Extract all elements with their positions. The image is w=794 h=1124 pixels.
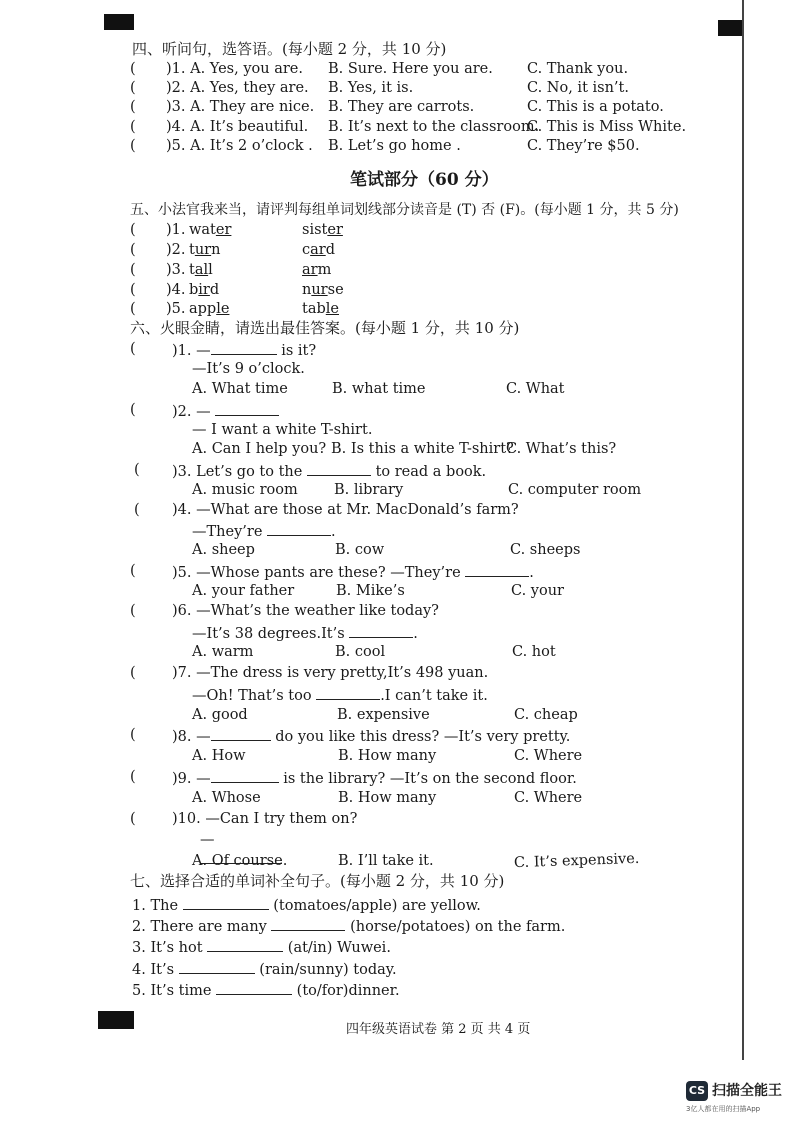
- section-4-title: 四、听问句，选答语。(每小题 2 分，共 10 分): [132, 40, 447, 58]
- paren: (: [130, 119, 136, 135]
- s6-q9-c: C. Where: [514, 790, 583, 806]
- answer-blank[interactable]: [211, 340, 277, 355]
- scanner-logo-icon: CS: [686, 1081, 708, 1101]
- s6-q6-a: A. warm: [192, 644, 254, 660]
- s6-q3-stem: )3. Let’s go to the to read a book.: [172, 461, 486, 481]
- section-7-title: 七、选择合适的单词补全句子。(每小题 2 分，共 10 分): [130, 872, 505, 890]
- s4-q5-b: B. Let’s go home .: [328, 138, 461, 154]
- s6-q7-c: C. cheap: [514, 707, 578, 723]
- answer-blank[interactable]: [183, 895, 269, 910]
- s4-q1-c: C. Thank you.: [527, 61, 629, 77]
- s4-q1-a: )1. A. Yes, you are.: [166, 61, 303, 77]
- s5-q3-word2: arm: [302, 262, 332, 278]
- scanner-tagline: 3亿人都在用的扫描App: [686, 1105, 761, 1113]
- s5-q5-word2: table: [302, 301, 339, 317]
- answer-blank[interactable]: [215, 401, 279, 416]
- s6-q3-c: C. computer room: [508, 482, 642, 498]
- s5-q1-num: )1.: [166, 222, 186, 238]
- redaction-block-top-right: [718, 20, 742, 36]
- s5-q3-word1: tall: [189, 262, 213, 278]
- s5-q3-num: )3.: [166, 262, 186, 278]
- s4-q2-a: )2. A. Yes, they are.: [166, 80, 309, 96]
- s6-q4-b: B. cow: [335, 542, 385, 558]
- s6-q6-c: C. hot: [512, 644, 556, 660]
- s5-q4-num: )4.: [166, 282, 186, 298]
- s6-q8-b: B. How many: [338, 748, 437, 764]
- paren: (: [130, 727, 136, 743]
- paren: (: [130, 282, 136, 298]
- scan-edge-line: [742, 0, 744, 1060]
- s4-q2-b: B. Yes, it is.: [328, 80, 414, 96]
- paren: (: [134, 462, 140, 478]
- s6-q5-stem: )5. —Whose pants are these? —They’re .: [172, 562, 534, 582]
- answer-blank[interactable]: [349, 623, 413, 638]
- s6-q2-b: B. Is this a white T-shirt?: [331, 441, 514, 457]
- page-footer: 四年级英语试卷 第 2 页 共 4 页: [346, 1022, 531, 1037]
- answer-blank[interactable]: [179, 959, 255, 974]
- answer-blank[interactable]: [267, 521, 331, 536]
- s6-q5-a: A. your father: [192, 583, 295, 599]
- s4-q5-a: )5. A. It’s 2 o’clock .: [166, 138, 313, 154]
- s6-q2-reply: — I want a white T-shirt.: [192, 422, 373, 438]
- paren: (: [130, 603, 136, 619]
- scanner-brand-name: 扫描全能王: [712, 1083, 782, 1099]
- s6-q1-c: C. What: [506, 381, 565, 397]
- s6-q3-b: B. library: [334, 482, 404, 498]
- paren: (: [130, 301, 136, 317]
- s7-q4: 4. It’s (rain/sunny) today.: [132, 959, 397, 979]
- redaction-block-bottom-left: [98, 1011, 134, 1029]
- s6-q4-a: A. sheep: [192, 542, 255, 558]
- s4-q3-a: )3. A. They are nice.: [166, 99, 315, 115]
- s7-q3: 3. It’s hot (at/in) Wuwei.: [132, 937, 391, 957]
- s6-q6-reply: —It’s 38 degrees.It’s .: [192, 623, 418, 643]
- section-5-title: 五、小法官我来当，请评判每组单词划线部分读音是 (T) 否 (F)。(每小题 1 分，共 5 分): [130, 202, 679, 218]
- s6-q1-b: B. what time: [332, 381, 426, 397]
- s5-q5-num: )5.: [166, 301, 186, 317]
- s6-q8-stem: )8. — do you like this dress? —It’s very pretty.: [172, 726, 570, 746]
- s5-q1-word2: sister: [302, 222, 343, 238]
- s6-q10-a: A. Of course.: [192, 853, 288, 869]
- s5-q1-word1: water: [189, 222, 232, 238]
- s6-q9-a: A. Whose: [192, 790, 261, 806]
- s6-q3-a: A. music room: [192, 482, 298, 498]
- s6-q4-reply: —They’re .: [192, 521, 336, 541]
- paren: (: [134, 502, 140, 518]
- s6-q10-reply: —: [200, 831, 282, 869]
- s6-q7-b: B. expensive: [337, 707, 430, 723]
- answer-blank[interactable]: [307, 461, 371, 476]
- s6-q10-stem: )10. —Can I try them on?: [172, 811, 358, 827]
- s4-q3-b: B. They are carrots.: [328, 99, 475, 115]
- answer-blank[interactable]: [465, 562, 529, 577]
- s6-q5-c: C. your: [511, 583, 564, 599]
- s6-q8-c: C. Where: [514, 748, 583, 764]
- section-6-title: 六、火眼金睛，请选出最佳答案。(每小题 1 分，共 10 分): [130, 319, 520, 337]
- paren: (: [130, 138, 136, 154]
- s6-q5-b: B. Mike’s: [336, 583, 405, 599]
- s6-q2-stem: )2. —: [172, 401, 279, 421]
- answer-blank[interactable]: [211, 768, 279, 783]
- s6-q4-c: C. sheeps: [510, 542, 581, 558]
- s6-q9-b: B. How many: [338, 790, 437, 806]
- s5-q4-word1: bird: [189, 282, 220, 298]
- answer-blank[interactable]: [211, 726, 271, 741]
- s6-q9-stem: )9. — is the library? —It’s on the second floor.: [172, 768, 577, 788]
- written-part-title: 笔试部分（60 分）: [350, 170, 499, 190]
- s5-q5-word1: apple: [189, 301, 230, 317]
- s6-q7-a: A. good: [192, 707, 248, 723]
- s4-q4-c: C. This is Miss White.: [527, 119, 687, 135]
- paren: (: [130, 402, 136, 418]
- s6-q1-reply: —It’s 9 o’clock.: [192, 361, 305, 377]
- s4-q3-c: C. This is a potato.: [527, 99, 664, 115]
- s5-q2-word1: turn: [189, 242, 221, 258]
- s5-q2-num: )2.: [166, 242, 186, 258]
- paren: (: [130, 242, 136, 258]
- s6-q10-b: B. I’ll take it.: [338, 853, 434, 869]
- answer-blank[interactable]: [271, 916, 345, 931]
- paren: (: [130, 99, 136, 115]
- paren: (: [130, 61, 136, 77]
- s4-q1-b: B. Sure. Here you are.: [328, 61, 493, 77]
- s7-q5: 5. It’s time (to/for)dinner.: [132, 980, 400, 1000]
- answer-blank[interactable]: [316, 685, 380, 700]
- redaction-block-top-left: [104, 14, 134, 30]
- s6-q1-a: A. What time: [192, 381, 288, 397]
- s5-q4-word2: nurse: [302, 282, 344, 298]
- s6-q2-a: A. Can I help you?: [192, 441, 327, 457]
- paren: (: [130, 665, 136, 681]
- s7-q1: 1. The (tomatoes/apple) are yellow.: [132, 895, 481, 915]
- s6-q6-stem: )6. —What’s the weather like today?: [172, 603, 439, 619]
- paren: (: [130, 262, 136, 278]
- paren: (: [130, 80, 136, 96]
- s6-q4-stem: )4. —What are those at Mr. MacDonald’s farm?: [172, 502, 519, 518]
- s6-q1-stem: )1. — is it?: [172, 340, 316, 360]
- s4-q4-a: )4. A. It’s beautiful.: [166, 119, 309, 135]
- s6-q7-stem: )7. —The dress is very pretty,It’s 498 yuan.: [172, 665, 489, 681]
- answer-blank[interactable]: [207, 937, 283, 952]
- s5-q2-word2: card: [302, 242, 335, 258]
- paren: (: [130, 769, 136, 785]
- paren: (: [130, 341, 136, 357]
- s6-q8-a: A. How: [192, 748, 246, 764]
- paren: (: [130, 563, 136, 579]
- paren: (: [130, 811, 136, 827]
- s4-q4-b: B. It’s next to the classroom.: [328, 119, 540, 135]
- s6-q10-c: C. It’s expensive.: [513, 850, 640, 872]
- answer-blank[interactable]: [216, 980, 292, 995]
- s6-q6-b: B. cool: [335, 644, 386, 660]
- s6-q2-c: C. What’s this?: [506, 441, 617, 457]
- s6-q7-reply: —Oh! That’s too .I can’t take it.: [192, 685, 488, 705]
- paren: (: [130, 222, 136, 238]
- s4-q5-c: C. They’re $50.: [527, 138, 640, 154]
- s7-q2: 2. There are many (horse/potatoes) on the farm.: [132, 916, 565, 936]
- s4-q2-c: C. No, it isn’t.: [527, 80, 629, 96]
